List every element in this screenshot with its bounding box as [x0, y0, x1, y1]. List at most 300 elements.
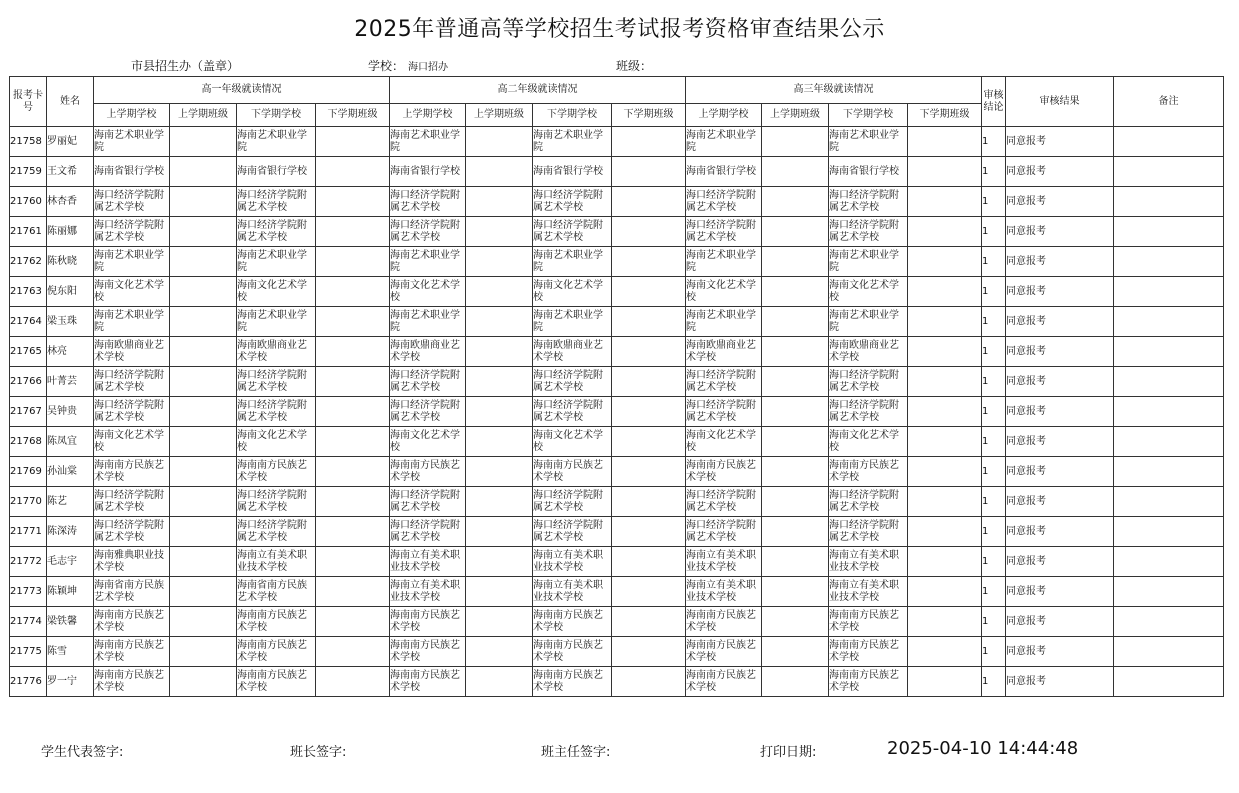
name-cell: 倪东阳: [47, 277, 94, 307]
grade3-second-class-cell: [908, 397, 982, 427]
grade1-first-class-cell: [170, 307, 237, 337]
header-result: 审核结果: [1006, 77, 1114, 127]
grade2-first-school-cell: 海南省银行学校: [390, 157, 466, 187]
conclusion-cell: 1: [982, 127, 1006, 157]
grade2-second-class-cell: [612, 187, 686, 217]
grade3-second-school-cell: 海南艺术职业学院: [829, 127, 908, 157]
result-cell: 同意报考: [1006, 427, 1114, 457]
remark-cell: [1114, 217, 1224, 247]
remark-cell: [1114, 457, 1224, 487]
grade2-second-class-cell: [612, 127, 686, 157]
conclusion-cell: 1: [982, 397, 1006, 427]
grade1-second-class-cell: [316, 607, 390, 637]
grade2-first-class-cell: [466, 667, 533, 697]
table-row: [10, 427, 1224, 457]
table-row: [10, 577, 1224, 607]
grade1-second-school-cell: 海南南方民族艺术学校: [237, 667, 316, 697]
grade2-second-class-cell: [612, 367, 686, 397]
table-row: [10, 277, 1224, 307]
grade1-second-school-cell: 海南艺术职业学院: [237, 127, 316, 157]
conclusion-cell: 1: [982, 337, 1006, 367]
grade2-first-class-cell: [466, 217, 533, 247]
student-rep-signature: 学生代表签字:: [41, 745, 124, 760]
grade2-second-school-cell: 海口经济学院附属艺术学校: [533, 517, 612, 547]
grade2-second-class-cell: [612, 427, 686, 457]
name-cell: 陈颖坤: [47, 577, 94, 607]
table-row: [10, 157, 1224, 187]
name-cell: 梁玉珠: [47, 307, 94, 337]
name-cell: 罗丽妃: [47, 127, 94, 157]
conclusion-cell: 1: [982, 277, 1006, 307]
grade1-first-class-cell: [170, 427, 237, 457]
table-row: [10, 187, 1224, 217]
header-conclusion: 审核结论: [982, 77, 1006, 127]
table-row: [10, 337, 1224, 367]
grade1-first-class-cell: [170, 487, 237, 517]
result-cell: 同意报考: [1006, 157, 1114, 187]
grade1-second-school-cell: 海南南方民族艺术学校: [237, 637, 316, 667]
exam-no-cell: 21759: [10, 157, 47, 187]
exam-no-cell: 21763: [10, 277, 47, 307]
header-sub: 上学期学校: [390, 104, 466, 127]
grade1-first-school-cell: 海南省银行学校: [94, 157, 170, 187]
grade3-second-class-cell: [908, 517, 982, 547]
table-row: [10, 127, 1224, 157]
remark-cell: [1114, 427, 1224, 457]
header-sub: 下学期班级: [316, 104, 390, 127]
result-cell: 同意报考: [1006, 247, 1114, 277]
grade3-second-school-cell: 海口经济学院附属艺术学校: [829, 367, 908, 397]
grade2-first-school-cell: 海南艺术职业学院: [390, 247, 466, 277]
name-cell: 陈深涛: [47, 517, 94, 547]
header-sub: 上学期班级: [170, 104, 237, 127]
grade2-second-school-cell: 海南文化艺术学校: [533, 277, 612, 307]
grade1-second-school-cell: 海口经济学院附属艺术学校: [237, 487, 316, 517]
grade2-first-class-cell: [466, 307, 533, 337]
grade2-second-school-cell: 海南艺术职业学院: [533, 247, 612, 277]
result-cell: 同意报考: [1006, 637, 1114, 667]
grade3-first-class-cell: [762, 607, 829, 637]
exam-no-cell: 21776: [10, 667, 47, 697]
grade1-second-class-cell: [316, 517, 390, 547]
grade3-first-school-cell: 海南省银行学校: [686, 157, 762, 187]
grade1-first-class-cell: [170, 217, 237, 247]
grade3-second-school-cell: 海南南方民族艺术学校: [829, 607, 908, 637]
grade2-second-school-cell: 海南南方民族艺术学校: [533, 607, 612, 637]
grade3-first-class-cell: [762, 337, 829, 367]
grade2-first-class-cell: [466, 397, 533, 427]
name-cell: 林亮: [47, 337, 94, 367]
header-exam-no: 报考卡号: [10, 77, 47, 127]
review-result-table: [9, 76, 1224, 697]
conclusion-cell: 1: [982, 667, 1006, 697]
grade2-first-class-cell: [466, 247, 533, 277]
grade2-second-school-cell: 海南立有美术职业技术学校: [533, 577, 612, 607]
grade2-second-school-cell: 海南艺术职业学院: [533, 127, 612, 157]
grade1-second-class-cell: [316, 337, 390, 367]
grade3-first-class-cell: [762, 487, 829, 517]
grade3-second-school-cell: 海南欧鼎商业艺术学校: [829, 337, 908, 367]
grade1-second-school-cell: 海口经济学院附属艺术学校: [237, 367, 316, 397]
grade2-first-class-cell: [466, 547, 533, 577]
remark-cell: [1114, 607, 1224, 637]
grade3-second-school-cell: 海南南方民族艺术学校: [829, 637, 908, 667]
grade3-second-class-cell: [908, 187, 982, 217]
grade2-first-school-cell: 海口经济学院附属艺术学校: [390, 487, 466, 517]
school-field: [368, 57, 448, 74]
grade3-first-school-cell: 海南艺术职业学院: [686, 247, 762, 277]
name-cell: 孙汕棠: [47, 457, 94, 487]
conclusion-cell: 1: [982, 547, 1006, 577]
conclusion-cell: 1: [982, 247, 1006, 277]
table-row: [10, 637, 1224, 667]
grade1-first-class-cell: [170, 637, 237, 667]
exam-no-cell: 21774: [10, 607, 47, 637]
table-row: [10, 607, 1224, 637]
grade2-first-school-cell: 海南文化艺术学校: [390, 427, 466, 457]
grade2-first-school-cell: 海南南方民族艺术学校: [390, 637, 466, 667]
grade3-second-school-cell: 海口经济学院附属艺术学校: [829, 397, 908, 427]
conclusion-cell: 1: [982, 367, 1006, 397]
remark-cell: [1114, 547, 1224, 577]
grade3-second-school-cell: 海口经济学院附属艺术学校: [829, 487, 908, 517]
grade3-second-class-cell: [908, 637, 982, 667]
grade1-first-class-cell: [170, 607, 237, 637]
grade3-first-school-cell: 海南南方民族艺术学校: [686, 607, 762, 637]
grade3-second-school-cell: 海口经济学院附属艺术学校: [829, 187, 908, 217]
grade3-second-class-cell: [908, 667, 982, 697]
grade1-second-class-cell: [316, 577, 390, 607]
grade3-first-school-cell: 海口经济学院附属艺术学校: [686, 367, 762, 397]
grade2-first-class-cell: [466, 367, 533, 397]
grade1-first-class-cell: [170, 247, 237, 277]
table-row: [10, 217, 1224, 247]
grade3-first-class-cell: [762, 307, 829, 337]
grade1-first-class-cell: [170, 547, 237, 577]
grade3-first-school-cell: 海南艺术职业学院: [686, 307, 762, 337]
header-sub: 下学期班级: [908, 104, 982, 127]
grade2-second-school-cell: 海南南方民族艺术学校: [533, 667, 612, 697]
teacher-signature: 班主任签字:: [541, 745, 611, 760]
grade2-first-class-cell: [466, 277, 533, 307]
grade1-second-class-cell: [316, 157, 390, 187]
grade2-second-school-cell: 海南南方民族艺术学校: [533, 457, 612, 487]
grade2-first-school-cell: 海口经济学院附属艺术学校: [390, 397, 466, 427]
grade1-second-school-cell: 海南立有美术职业技术学校: [237, 547, 316, 577]
grade1-second-class-cell: [316, 127, 390, 157]
table-row: [10, 547, 1224, 577]
grade2-second-school-cell: 海南艺术职业学院: [533, 307, 612, 337]
remark-cell: [1114, 247, 1224, 277]
grade1-second-class-cell: [316, 277, 390, 307]
exam-no-cell: 21773: [10, 577, 47, 607]
conclusion-cell: 1: [982, 157, 1006, 187]
name-cell: 罗一宁: [47, 667, 94, 697]
grade3-second-class-cell: [908, 277, 982, 307]
grade1-first-school-cell: 海口经济学院附属艺术学校: [94, 517, 170, 547]
grade2-first-school-cell: 海口经济学院附属艺术学校: [390, 367, 466, 397]
grade3-first-class-cell: [762, 367, 829, 397]
exam-no-cell: 21758: [10, 127, 47, 157]
table-row: [10, 247, 1224, 277]
grade3-second-class-cell: [908, 577, 982, 607]
grade1-first-class-cell: [170, 187, 237, 217]
grade2-first-school-cell: 海南立有美术职业技术学校: [390, 577, 466, 607]
grade1-first-class-cell: [170, 277, 237, 307]
grade1-second-school-cell: 海南艺术职业学院: [237, 247, 316, 277]
grade3-second-school-cell: 海南立有美术职业技术学校: [829, 547, 908, 577]
result-cell: 同意报考: [1006, 397, 1114, 427]
grade3-second-school-cell: 海南艺术职业学院: [829, 307, 908, 337]
grade3-first-class-cell: [762, 127, 829, 157]
grade1-first-school-cell: 海南文化艺术学校: [94, 427, 170, 457]
table-row: [10, 457, 1224, 487]
grade1-first-class-cell: [170, 577, 237, 607]
grade1-second-class-cell: [316, 547, 390, 577]
grade2-first-school-cell: 海口经济学院附属艺术学校: [390, 187, 466, 217]
remark-cell: [1114, 487, 1224, 517]
grade2-first-class-cell: [466, 457, 533, 487]
grade1-second-school-cell: 海口经济学院附属艺术学校: [237, 397, 316, 427]
grade3-second-class-cell: [908, 367, 982, 397]
grade1-first-class-cell: [170, 337, 237, 367]
exam-no-cell: 21760: [10, 187, 47, 217]
grade3-first-school-cell: 海口经济学院附属艺术学校: [686, 217, 762, 247]
grade2-second-class-cell: [612, 517, 686, 547]
grade2-first-class-cell: [466, 187, 533, 217]
grade2-second-school-cell: 海南文化艺术学校: [533, 427, 612, 457]
monitor-signature: 班长签字:: [290, 745, 347, 760]
grade2-first-class-cell: [466, 427, 533, 457]
remark-cell: [1114, 277, 1224, 307]
grade1-second-school-cell: 海南省银行学校: [237, 157, 316, 187]
conclusion-cell: 1: [982, 517, 1006, 547]
name-cell: 王文希: [47, 157, 94, 187]
name-cell: 陈雪: [47, 637, 94, 667]
remark-cell: [1114, 157, 1224, 187]
header-sub: 下学期学校: [829, 104, 908, 127]
grade3-first-school-cell: 海南南方民族艺术学校: [686, 667, 762, 697]
grade3-first-class-cell: [762, 277, 829, 307]
grade1-second-class-cell: [316, 187, 390, 217]
grade2-second-school-cell: 海南南方民族艺术学校: [533, 637, 612, 667]
result-cell: 同意报考: [1006, 307, 1114, 337]
grade3-first-school-cell: 海南南方民族艺术学校: [686, 457, 762, 487]
print-date-value: 2025-04-10 14:44:48: [887, 738, 1079, 759]
remark-cell: [1114, 517, 1224, 547]
table-row: [10, 517, 1224, 547]
remark-cell: [1114, 337, 1224, 367]
grade1-second-school-cell: 海南文化艺术学校: [237, 277, 316, 307]
grade1-first-class-cell: [170, 667, 237, 697]
grade1-first-school-cell: 海口经济学院附属艺术学校: [94, 397, 170, 427]
grade2-second-school-cell: 海口经济学院附属艺术学校: [533, 367, 612, 397]
grade1-second-class-cell: [316, 637, 390, 667]
header-grade1: 高一年级就读情况: [94, 77, 390, 104]
grade2-first-school-cell: 海南南方民族艺术学校: [390, 667, 466, 697]
grade1-second-school-cell: 海南南方民族艺术学校: [237, 607, 316, 637]
class-label: 班级：: [616, 59, 653, 73]
exam-no-cell: 21764: [10, 307, 47, 337]
grade2-first-school-cell: 海口经济学院附属艺术学校: [390, 217, 466, 247]
name-cell: 吴钟贵: [47, 397, 94, 427]
school-label: 学校：: [368, 59, 405, 73]
conclusion-cell: 1: [982, 187, 1006, 217]
exam-no-cell: 21761: [10, 217, 47, 247]
grade1-first-class-cell: [170, 457, 237, 487]
grade2-first-school-cell: 海南艺术职业学院: [390, 307, 466, 337]
header-sub: 下学期学校: [237, 104, 316, 127]
grade1-second-school-cell: 海口经济学院附属艺术学校: [237, 187, 316, 217]
grade3-second-school-cell: 海南立有美术职业技术学校: [829, 577, 908, 607]
grade2-second-class-cell: [612, 277, 686, 307]
grade1-second-class-cell: [316, 307, 390, 337]
header-sub: 上学期学校: [94, 104, 170, 127]
grade2-first-class-cell: [466, 487, 533, 517]
grade3-first-school-cell: 海南立有美术职业技术学校: [686, 547, 762, 577]
grade1-first-school-cell: 海南文化艺术学校: [94, 277, 170, 307]
header-remark: 备注: [1114, 77, 1224, 127]
conclusion-cell: 1: [982, 427, 1006, 457]
grade1-second-school-cell: 海南南方民族艺术学校: [237, 457, 316, 487]
header-sub: 上学期学校: [686, 104, 762, 127]
grade3-second-class-cell: [908, 157, 982, 187]
grade3-second-class-cell: [908, 427, 982, 457]
remark-cell: [1114, 127, 1224, 157]
grade1-first-school-cell: 海南省南方民族艺术学校: [94, 577, 170, 607]
result-cell: 同意报考: [1006, 337, 1114, 367]
grade3-second-class-cell: [908, 547, 982, 577]
exam-no-cell: 21766: [10, 367, 47, 397]
header-grade3: 高三年级就读情况: [686, 77, 982, 104]
grade3-first-school-cell: 海南文化艺术学校: [686, 277, 762, 307]
grade1-second-class-cell: [316, 427, 390, 457]
grade1-second-school-cell: 海南欧鼎商业艺术学校: [237, 337, 316, 367]
grade3-first-class-cell: [762, 667, 829, 697]
remark-cell: [1114, 307, 1224, 337]
grade1-first-school-cell: 海南艺术职业学院: [94, 127, 170, 157]
table-row: [10, 307, 1224, 337]
grade1-second-class-cell: [316, 667, 390, 697]
grade3-first-class-cell: [762, 547, 829, 577]
grade2-second-class-cell: [612, 487, 686, 517]
conclusion-cell: 1: [982, 637, 1006, 667]
grade1-first-class-cell: [170, 397, 237, 427]
grade3-second-school-cell: 海南南方民族艺术学校: [829, 667, 908, 697]
grade2-second-school-cell: 海南立有美术职业技术学校: [533, 547, 612, 577]
grade1-first-school-cell: 海口经济学院附属艺术学校: [94, 187, 170, 217]
grade2-second-school-cell: 海口经济学院附属艺术学校: [533, 187, 612, 217]
grade1-first-school-cell: 海南艺术职业学院: [94, 307, 170, 337]
header-name: 姓名: [47, 77, 94, 127]
exam-no-cell: 21768: [10, 427, 47, 457]
grade3-second-class-cell: [908, 457, 982, 487]
grade2-first-class-cell: [466, 157, 533, 187]
grade2-second-class-cell: [612, 637, 686, 667]
grade3-first-class-cell: [762, 217, 829, 247]
table-row: [10, 397, 1224, 427]
name-cell: 陈丽娜: [47, 217, 94, 247]
remark-cell: [1114, 667, 1224, 697]
grade3-first-school-cell: 海南立有美术职业技术学校: [686, 577, 762, 607]
exam-no-cell: 21771: [10, 517, 47, 547]
grade3-second-class-cell: [908, 217, 982, 247]
grade3-second-school-cell: 海南艺术职业学院: [829, 247, 908, 277]
table-body: [10, 127, 1224, 697]
grade1-second-class-cell: [316, 247, 390, 277]
grade2-second-class-cell: [612, 247, 686, 277]
grade2-second-class-cell: [612, 397, 686, 427]
remark-cell: [1114, 187, 1224, 217]
header-grade2: 高二年级就读情况: [390, 77, 686, 104]
grade3-first-school-cell: 海口经济学院附属艺术学校: [686, 397, 762, 427]
grade3-second-class-cell: [908, 127, 982, 157]
grade1-first-school-cell: 海南南方民族艺术学校: [94, 667, 170, 697]
grade3-second-school-cell: 海南省银行学校: [829, 157, 908, 187]
grade1-second-class-cell: [316, 457, 390, 487]
grade2-first-school-cell: 海口经济学院附属艺术学校: [390, 517, 466, 547]
name-cell: 林杏香: [47, 187, 94, 217]
grade2-first-class-cell: [466, 577, 533, 607]
result-cell: 同意报考: [1006, 127, 1114, 157]
grade2-first-class-cell: [466, 127, 533, 157]
grade3-first-class-cell: [762, 157, 829, 187]
grade3-first-class-cell: [762, 577, 829, 607]
grade1-second-school-cell: 海口经济学院附属艺术学校: [237, 517, 316, 547]
grade3-second-class-cell: [908, 607, 982, 637]
grade3-first-school-cell: 海南文化艺术学校: [686, 427, 762, 457]
grade2-first-school-cell: 海南文化艺术学校: [390, 277, 466, 307]
grade2-first-school-cell: 海南南方民族艺术学校: [390, 457, 466, 487]
result-cell: 同意报考: [1006, 457, 1114, 487]
result-cell: 同意报考: [1006, 607, 1114, 637]
grade2-first-class-cell: [466, 637, 533, 667]
grade1-second-school-cell: 海口经济学院附属艺术学校: [237, 217, 316, 247]
name-cell: 陈艺: [47, 487, 94, 517]
header-sub: 下学期班级: [612, 104, 686, 127]
grade3-first-class-cell: [762, 427, 829, 457]
exam-no-cell: 21770: [10, 487, 47, 517]
grade2-second-class-cell: [612, 337, 686, 367]
name-cell: 梁铁馨: [47, 607, 94, 637]
grade2-second-class-cell: [612, 157, 686, 187]
grade3-second-school-cell: 海口经济学院附属艺术学校: [829, 217, 908, 247]
grade1-first-school-cell: 海口经济学院附属艺术学校: [94, 487, 170, 517]
grade3-first-class-cell: [762, 637, 829, 667]
grade3-second-class-cell: [908, 247, 982, 277]
table-row: [10, 667, 1224, 697]
grade3-first-class-cell: [762, 517, 829, 547]
grade2-first-school-cell: 海南南方民族艺术学校: [390, 607, 466, 637]
grade3-first-school-cell: 海南欧鼎商业艺术学校: [686, 337, 762, 367]
grade1-first-class-cell: [170, 517, 237, 547]
name-cell: 陈凤宜: [47, 427, 94, 457]
grade3-second-school-cell: 海南文化艺术学校: [829, 277, 908, 307]
grade2-second-class-cell: [612, 577, 686, 607]
grade2-second-class-cell: [612, 667, 686, 697]
grade1-first-school-cell: 海南艺术职业学院: [94, 247, 170, 277]
print-date-label: 打印日期:: [760, 745, 817, 760]
grade3-first-school-cell: 海口经济学院附属艺术学校: [686, 487, 762, 517]
grade1-second-class-cell: [316, 217, 390, 247]
grade1-first-school-cell: 海南南方民族艺术学校: [94, 607, 170, 637]
page-title: 2025年普通高等学校招生考试报考资格审查结果公示: [354, 17, 885, 42]
exam-no-cell: 21765: [10, 337, 47, 367]
grade3-first-class-cell: [762, 187, 829, 217]
exam-no-cell: 21767: [10, 397, 47, 427]
grade1-first-school-cell: 海南欧鼎商业艺术学校: [94, 337, 170, 367]
grade2-first-school-cell: 海南欧鼎商业艺术学校: [390, 337, 466, 367]
